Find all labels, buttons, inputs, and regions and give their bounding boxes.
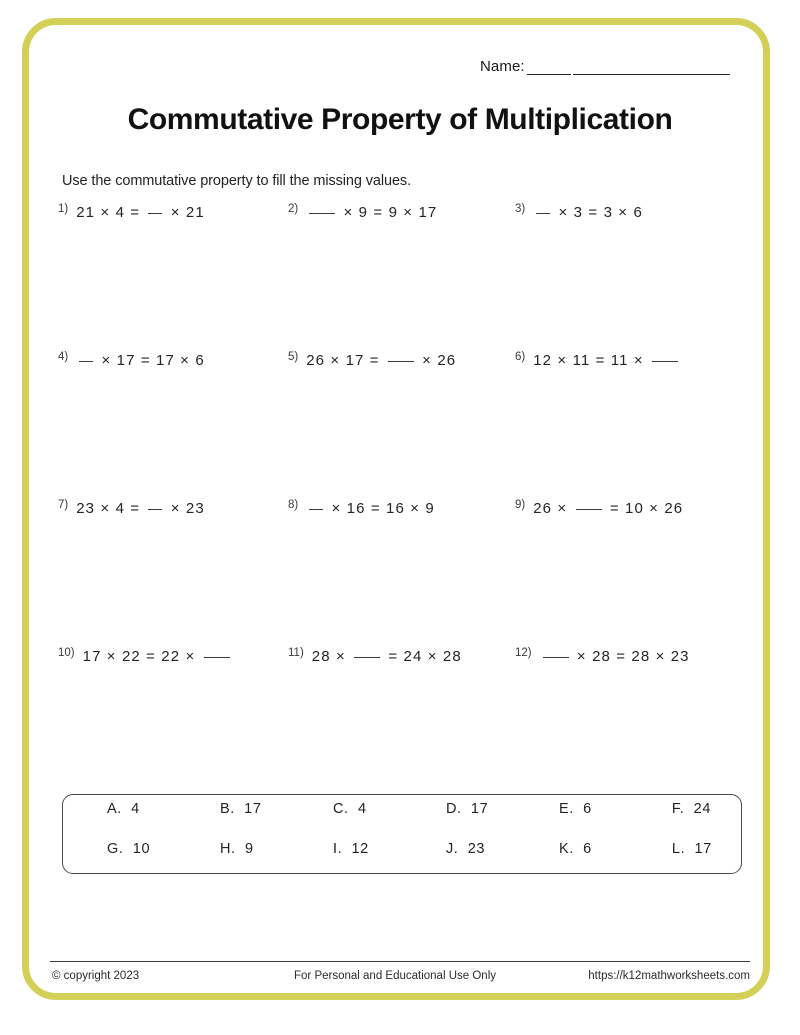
answer-blank[interactable]: [204, 657, 230, 658]
answer-option-value: 23: [467, 841, 486, 857]
expression-token: 16: [346, 500, 366, 517]
answer-option-letter: F.: [671, 801, 685, 817]
problem-3: [515, 204, 643, 221]
expression-token: 17: [156, 352, 175, 369]
expression-token: =: [369, 352, 380, 369]
expression-token: 21: [76, 204, 96, 221]
problem-row: [58, 500, 748, 648]
problem-expression: [533, 500, 683, 517]
expression-token: 22: [161, 648, 181, 665]
answer-blank[interactable]: [309, 509, 323, 510]
answer-option-value: 17: [694, 841, 712, 857]
problem-number: 3): [515, 203, 526, 215]
expression-token: 26: [437, 352, 457, 369]
expression-token: ×: [335, 648, 346, 665]
expression-token: =: [595, 352, 606, 369]
expression-token: =: [146, 648, 156, 665]
expression-token: 3: [573, 204, 584, 221]
expression-token: 28: [442, 648, 462, 665]
expression-token: =: [130, 500, 141, 517]
answer-option-value: 4: [131, 801, 140, 817]
answer-option-letter: H.: [219, 841, 236, 857]
expression-token: 17: [82, 648, 102, 665]
answer-option-A[interactable]: [63, 801, 176, 841]
problem-row: [58, 648, 748, 796]
problem-12: [515, 648, 690, 665]
answer-option-C[interactable]: [289, 801, 402, 841]
answer-blank[interactable]: [309, 213, 335, 214]
expression-token: 17: [116, 352, 136, 369]
problem-row: [58, 204, 748, 352]
expression-token: 26: [664, 500, 684, 517]
answer-option-G[interactable]: [63, 841, 176, 881]
expression-token: =: [130, 204, 141, 221]
answer-option-letter: E.: [558, 801, 574, 817]
expression-token: 9: [358, 204, 369, 221]
name-label: Name:: [480, 58, 525, 75]
problem-9: [515, 500, 683, 517]
problem-expression: [76, 500, 205, 517]
answer-option-I[interactable]: [289, 841, 402, 881]
expression-token: ×: [618, 204, 629, 221]
answer-option-E[interactable]: [515, 801, 628, 841]
problem-1: [58, 204, 205, 221]
expression-token: ×: [633, 352, 644, 369]
expression-token: ×: [185, 648, 196, 665]
expression-token: =: [609, 500, 620, 517]
expression-token: 23: [185, 500, 205, 517]
problem-number: 12): [515, 647, 532, 659]
problem-expression: [540, 648, 690, 665]
problem-expression: [306, 352, 456, 369]
expression-token: 9: [388, 204, 399, 221]
problem-number: 4): [58, 351, 69, 363]
problem-4: [58, 352, 205, 369]
answer-option-J[interactable]: [402, 841, 515, 881]
expression-token: 11: [610, 352, 629, 369]
problem-expression: [76, 204, 205, 221]
problem-number: 7): [58, 499, 69, 511]
expression-token: =: [616, 648, 627, 665]
problem-10: [58, 648, 233, 665]
problem-8: [288, 500, 435, 517]
expression-token: 16: [386, 500, 405, 517]
answer-option-L[interactable]: [628, 841, 741, 881]
footer-divider: [50, 961, 750, 962]
answer-option-value: 9: [244, 841, 254, 857]
answer-option-D[interactable]: [402, 801, 515, 841]
instructions-text: Use the commutative property to fill the missing values.: [62, 173, 411, 189]
page-title: Commutative Property of Multiplication: [127, 103, 673, 136]
expression-token: 17: [345, 352, 365, 369]
problem-expression: [306, 204, 437, 221]
answer-option-letter: G.: [107, 841, 124, 857]
expression-token: 6: [633, 204, 643, 221]
expression-token: 23: [670, 648, 690, 665]
expression-token: ×: [100, 500, 111, 517]
problem-expression: [76, 352, 205, 369]
problem-number: 1): [58, 203, 69, 215]
answer-option-H[interactable]: [176, 841, 289, 881]
problem-7: [58, 500, 205, 517]
expression-token: 28: [311, 648, 331, 665]
answer-option-letter: L.: [671, 841, 686, 857]
name-line-segment-2[interactable]: [573, 61, 730, 75]
answer-option-value: 24: [693, 801, 712, 817]
answer-bank-row-2: [63, 841, 741, 881]
problem-expression: [306, 500, 435, 517]
problem-2: [288, 204, 437, 221]
expression-token: ×: [422, 352, 433, 369]
expression-token: 26: [306, 352, 326, 369]
problem-number: 8): [288, 499, 299, 511]
problem-11: [288, 648, 462, 665]
problem-number: 2): [288, 203, 299, 215]
name-line-segment-1[interactable]: [527, 61, 571, 75]
answer-blank[interactable]: [148, 509, 162, 510]
expression-token: ×: [170, 204, 181, 221]
expression-token: ×: [331, 500, 342, 517]
expression-token: 10: [625, 500, 644, 517]
expression-token: ×: [576, 648, 587, 665]
expression-token: 4: [115, 500, 126, 517]
problem-number: 9): [515, 499, 526, 511]
answer-option-F[interactable]: [628, 801, 741, 841]
problem-6: [515, 352, 681, 369]
problem-number: 5): [288, 351, 299, 363]
expression-token: ×: [410, 500, 421, 517]
footer-copyright: © copyright 2023: [52, 970, 140, 982]
expression-token: ×: [343, 204, 354, 221]
expression-token: ×: [649, 500, 660, 517]
expression-token: ×: [330, 352, 341, 369]
answer-option-value: 10: [132, 841, 151, 857]
expression-token: 12: [533, 352, 553, 369]
problems-grid: [58, 204, 748, 796]
problem-row: [58, 352, 748, 500]
expression-token: ×: [403, 204, 414, 221]
answer-bank-box: [62, 794, 742, 874]
expression-token: 3: [603, 204, 614, 221]
expression-token: ×: [170, 500, 181, 517]
problem-expression: [312, 648, 462, 665]
expression-token: =: [370, 500, 381, 517]
answer-option-value: 4: [357, 801, 367, 817]
problem-expression: [533, 352, 681, 369]
answer-blank[interactable]: [543, 657, 569, 658]
answer-option-value: 6: [583, 841, 592, 857]
answer-option-letter: J.: [445, 841, 459, 857]
answer-blank[interactable]: [536, 213, 550, 214]
expression-token: ×: [557, 500, 568, 517]
answer-bank-row-1: [63, 801, 741, 841]
expression-token: 21: [185, 204, 205, 221]
expression-token: 23: [76, 500, 96, 517]
expression-token: ×: [427, 648, 438, 665]
expression-token: ×: [180, 352, 191, 369]
expression-token: 17: [418, 204, 438, 221]
answer-blank[interactable]: [652, 361, 678, 362]
expression-token: 28: [592, 648, 611, 665]
expression-token: 22: [121, 648, 141, 665]
problem-number: 10): [58, 647, 75, 659]
problem-number: 6): [515, 351, 526, 363]
answer-option-letter: I.: [332, 841, 343, 857]
answer-option-letter: A.: [107, 801, 122, 817]
problem-number: 11): [288, 647, 304, 659]
expression-token: =: [588, 204, 599, 221]
expression-token: 24: [403, 648, 423, 665]
answer-option-K[interactable]: [515, 841, 628, 881]
expression-token: ×: [558, 204, 569, 221]
answer-option-value: 12: [351, 841, 369, 857]
expression-token: ×: [655, 648, 666, 665]
expression-token: =: [140, 352, 151, 369]
expression-token: =: [388, 648, 399, 665]
expression-token: ×: [106, 648, 117, 665]
answer-blank[interactable]: [79, 361, 93, 362]
expression-token: 6: [195, 352, 205, 369]
answer-option-letter: B.: [219, 801, 235, 817]
answer-option-value: 17: [470, 801, 489, 817]
expression-token: ×: [101, 352, 112, 369]
answer-blank[interactable]: [148, 213, 162, 214]
answer-option-letter: D.: [445, 801, 462, 817]
footer-usage-notice: For Personal and Educational Use Only: [294, 970, 496, 982]
problem-5: [288, 352, 456, 369]
name-field-row: [480, 58, 730, 75]
answer-blank[interactable]: [576, 509, 602, 510]
answer-option-letter: K.: [558, 841, 574, 857]
answer-blank[interactable]: [354, 657, 380, 658]
answer-option-B[interactable]: [176, 801, 289, 841]
problem-expression: [533, 204, 643, 221]
answer-option-value: 17: [244, 801, 262, 817]
expression-token: 4: [115, 204, 126, 221]
expression-token: ×: [100, 204, 111, 221]
expression-token: 9: [425, 500, 435, 517]
expression-token: 26: [533, 500, 553, 517]
expression-token: 28: [631, 648, 651, 665]
expression-token: =: [373, 204, 384, 221]
expression-token: 11: [572, 352, 591, 369]
footer: [50, 970, 750, 990]
answer-option-value: 6: [583, 801, 592, 817]
expression-token: ×: [557, 352, 568, 369]
footer-url[interactable]: https://k12mathworksheets.com: [588, 970, 750, 982]
answer-blank[interactable]: [388, 361, 414, 362]
problem-expression: [83, 648, 233, 665]
answer-option-letter: C.: [332, 801, 349, 817]
